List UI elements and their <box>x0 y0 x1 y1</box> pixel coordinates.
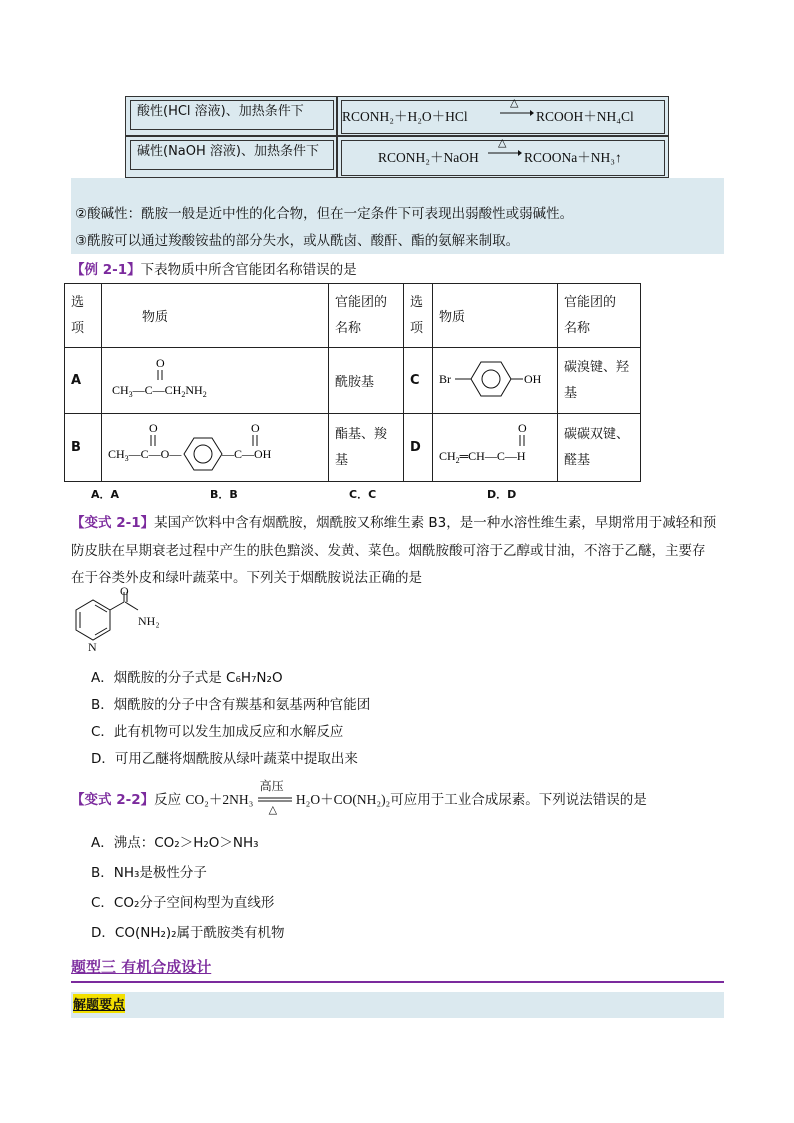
structure-b <box>102 414 329 482</box>
group-d: 碳碳双键、醛基 <box>558 414 641 482</box>
svg-text:—C—OH: —C—OH <box>222 446 272 461</box>
svg-text:O: O <box>156 355 165 370</box>
variant-2-1-choice-b: B．烟酰胺的分子中含有羰基和氨基两种官能团 <box>91 697 371 713</box>
example-2-1-text: 下表物质中所含官能团名称错误的是 <box>140 262 357 278</box>
variant-2-1-choice-a: A．烟酰胺的分子式是 C₆H₇N₂O <box>91 670 283 686</box>
nicotinamide-structure <box>68 584 168 660</box>
arrow-acid-label: △ <box>510 97 519 109</box>
reaction-condition-acid <box>130 100 334 130</box>
condition-base-text: 碱性(NaOH 溶液)、加热条件下 <box>137 144 319 159</box>
section-heading <box>71 955 724 983</box>
svg-text:CH3—C—O—: $CH_3—C—O—$ <box>108 446 182 463</box>
svg-text:O: O <box>251 420 260 435</box>
arrow-bottom-label: △ <box>268 803 278 816</box>
row-option-b: B <box>65 414 102 482</box>
arrow-top-label: 高压 <box>259 779 284 793</box>
variant-2-1-choice-d: D．可用乙醚将烟酰胺从绿叶蔬菜中提取出来 <box>91 751 358 767</box>
arrow-base <box>488 135 522 161</box>
group-b: 酯基、羧基 <box>329 414 404 482</box>
example-2-1-table <box>64 283 641 482</box>
variant-2-2-arrow <box>258 779 292 816</box>
example-2-1-choice-b: B．B <box>210 488 238 501</box>
row-option-a: A <box>65 348 102 414</box>
note-preparation: ③酰胺可以通过羧酸铵盐的部分失水，或从酰卤、酸酐、酯的氨解来制取。 <box>75 233 520 249</box>
nicotinamide-nh2: NH₂ <box>138 614 160 628</box>
nicotinamide-o: O <box>120 584 129 598</box>
arrow-acid <box>500 95 534 121</box>
variant-2-2-choice-a: A．沸点：CO₂＞H₂O＞NH₃ <box>91 835 259 851</box>
variant-2-2-eq-right: H₂O＋CO(NH₂)₂ <box>295 792 391 807</box>
structure-d-svg <box>439 418 551 474</box>
example-2-1-choice-a: A．A <box>91 488 120 501</box>
variant-2-2-choice-c: C．CO₂分子空间构型为直线形 <box>91 895 275 911</box>
structure-b-svg <box>108 418 290 474</box>
equation-base-left: RCONH₂＋NaOH <box>378 150 479 165</box>
example-2-1-question <box>71 258 357 278</box>
section-title: 题型三 有机合成设计 <box>71 958 212 976</box>
reaction-condition-base <box>130 140 334 170</box>
group-c: 碳溴键、羟基 <box>558 348 641 414</box>
svg-text:CH2═CH—C—H: $CH_2═CH—C—H$ <box>439 448 526 465</box>
variant-2-2-choice-d: D．CO(NH₂)₂属于酰胺类有机物 <box>91 925 285 941</box>
condition-acid-text: 酸性(HCl 溶液)、加热条件下 <box>137 104 304 119</box>
svg-text:OH: OH <box>524 371 542 386</box>
variant-2-1-line3: 在于谷类外皮和绿叶蔬菜中。下列关于烟酰胺说法正确的是 <box>71 570 422 586</box>
structure-c-svg <box>439 354 551 404</box>
variant-2-1-line1: 【变式 2-1】某国产饮料中含有烟酰胺，烟酰胺又称维生素 B3，是一种水溶性维生素，早期常用于减轻和预 <box>71 515 717 531</box>
equation-base-right: RCOONa＋NH₃↑ <box>524 150 622 165</box>
variant-2-2-question: 【变式 2-2】反应 CO₂＋2NH₃ 高压 △ H₂O＋CO(NH₂)₂可应用于工业合成尿素。下列说法错误的是 <box>71 779 647 816</box>
svg-text:CH3—C—CH2NH2: $CH_3—C—CH_2NH_2$ <box>112 382 207 399</box>
variant-2-2-choice-b: B．NH₃是极性分子 <box>91 865 207 881</box>
header-option-left: 选项 <box>65 284 102 348</box>
svg-text:O: O <box>149 420 158 435</box>
arrow-base-label: △ <box>498 137 507 149</box>
header-substance-right: 物质 <box>433 284 558 348</box>
equation-base-box <box>341 137 665 176</box>
structure-a-svg <box>108 349 288 409</box>
example-2-1-choice-c: C．C <box>349 488 377 501</box>
row-option-c: C <box>404 348 433 414</box>
key-points-band <box>71 992 724 1018</box>
row-option-d: D <box>404 414 433 482</box>
variant-2-2-eq-left: CO₂＋2NH₃ <box>185 792 254 807</box>
equation-acid-right: RCOOH＋NH₄Cl <box>536 109 634 124</box>
equation-acid-box <box>341 97 665 134</box>
svg-text:Br: Br <box>439 371 451 386</box>
key-points-label: 解题要点 <box>73 994 125 1013</box>
header-group-right: 官能团的名称 <box>558 284 641 348</box>
structure-c <box>433 348 558 414</box>
equation-acid-left: RCONH₂＋H₂O＋HCl <box>342 109 468 124</box>
variant-2-1-choice-c: C．此有机物可以发生加成反应和水解反应 <box>91 724 344 740</box>
header-group-left: 官能团的名称 <box>329 284 404 348</box>
note-acidity: ②酸碱性：酰胺一般是近中性的化合物，但在一定条件下可表现出弱酸性或弱碱性。 <box>75 206 574 222</box>
variant-2-2-tag: 【变式 2-2】 <box>71 792 155 808</box>
svg-text:O: O <box>518 420 527 435</box>
example-2-1-tag: 【例 2-1】 <box>71 262 141 278</box>
nicotinamide-n: N <box>88 640 97 654</box>
structure-d <box>433 414 558 482</box>
header-option-right: 选项 <box>404 284 433 348</box>
variant-2-1-tag: 【变式 2-1】 <box>71 515 155 531</box>
group-a: 酰胺基 <box>329 348 404 414</box>
header-substance-left: 物质 <box>102 284 329 348</box>
example-2-1-choice-d: D．D <box>487 488 517 501</box>
structure-a <box>102 348 329 414</box>
variant-2-1-line2: 防皮肤在早期衰老过程中产生的肤色黯淡、发黄、菜色。烟酰胺酸可溶于乙醇或甘油，不溶于乙醚，主要存 <box>71 543 706 559</box>
